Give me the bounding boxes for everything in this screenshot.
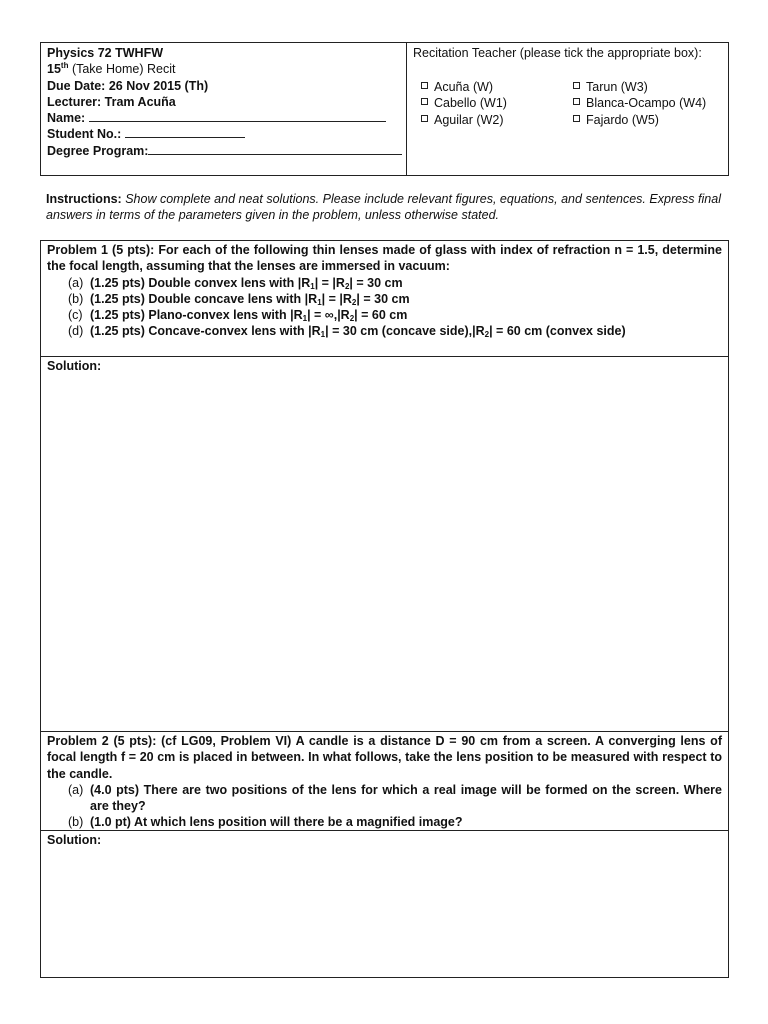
checkbox-icon[interactable] [421, 98, 428, 105]
checkbox-icon[interactable] [573, 98, 580, 105]
teacher-checklist [421, 79, 721, 128]
checkbox-icon[interactable] [421, 115, 428, 122]
problem-2-solution-area[interactable] [40, 830, 729, 978]
degree-program-blank[interactable] [148, 143, 402, 155]
checkbox-icon[interactable] [573, 115, 580, 122]
problem-2-statement: Problem 2 (5 pts): (cf LG09, Problem VI) A candle is a distance D = 90 cm from a screen. A converging lens of focal length f = 20 cm is placed in between. In what follows, take the lens position to be measured with respect to the candle. [47, 734, 722, 781]
student-info-box [40, 42, 407, 176]
solution-label: Solution: [47, 833, 102, 847]
problem-2 [40, 731, 729, 831]
problem-1 [40, 240, 729, 357]
lecturer: Lecturer: Tram Acuña [47, 94, 176, 109]
problem-1-solution-area[interactable] [40, 356, 729, 732]
student-no-field[interactable]: Student No.: [47, 126, 400, 142]
problem-2-item-a: (a) (4.0 pts) There are two positions of the lens for which a real image will be formed on the screen. Where are they? [68, 782, 722, 814]
teacher-option-cabello[interactable]: Cabello (W1) [421, 96, 507, 110]
teacher-option-tarun[interactable]: Tarun (W3) [573, 79, 648, 95]
teacher-option-blanca-ocampo[interactable]: Blanca-Ocampo (W4) [573, 95, 706, 111]
problem-1-item-c: (c) (1.25 pts) Plano-convex lens with $|R_1| = \infty,|R_2| = 60$ cm [68, 308, 408, 324]
degree-program-field[interactable]: Degree Program: [47, 143, 400, 159]
problem-1-item-a: (a) (1.25 pts) Double convex lens with $|R_1| = |R_2| = 30$ cm [68, 275, 403, 291]
teacher-option-aguilar[interactable]: Aguilar (W2) [421, 113, 503, 127]
course-title: Physics 72 TWHFW [47, 46, 163, 60]
problem-2-item-b: (b) (1.0 pt) At which lens position will there be a magnified image? [68, 815, 463, 830]
name-blank[interactable] [89, 110, 386, 122]
checkbox-icon[interactable] [573, 82, 580, 89]
due-date: Due Date: 26 Nov 2015 (Th) [47, 78, 209, 93]
teacher-option-acuna[interactable]: Acuña (W) [421, 80, 493, 94]
solution-label: Solution: [47, 359, 102, 373]
instructions: Instructions: Show complete and neat solutions. Please include relevant figures, equations, and sentences. Express final answers in terms of the parameters given in the problem, unless otherwise stated. [46, 192, 721, 223]
checkbox-icon[interactable] [421, 82, 428, 89]
recitation-teacher-box [406, 42, 729, 176]
recit-title: 15th (Take Home) Recit [47, 61, 176, 77]
problem-1-item-d: (d) (1.25 pts) Concave-convex lens with $|R_1| = 30$ cm (concave $side),|R_2| = 60$ cm (convex side) [68, 324, 626, 340]
problem-1-item-b: (b) (1.25 pts) Double concave lens with $|R_1| = |R_2| = 30$ cm [68, 291, 410, 307]
teacher-option-fajardo[interactable]: Fajardo (W5) [573, 112, 659, 128]
name-field[interactable]: Name: [47, 110, 400, 126]
problem-1-statement: Problem 1 (5 pts): For each of the following thin lenses made of glass with index of refraction n = 1.5, determine the focal length, assuming that the lenses are immersed in vacuum: [47, 243, 722, 274]
recitation-title: Recitation Teacher (please tick the appropriate box): [413, 46, 702, 60]
student-no-blank[interactable] [125, 126, 245, 138]
